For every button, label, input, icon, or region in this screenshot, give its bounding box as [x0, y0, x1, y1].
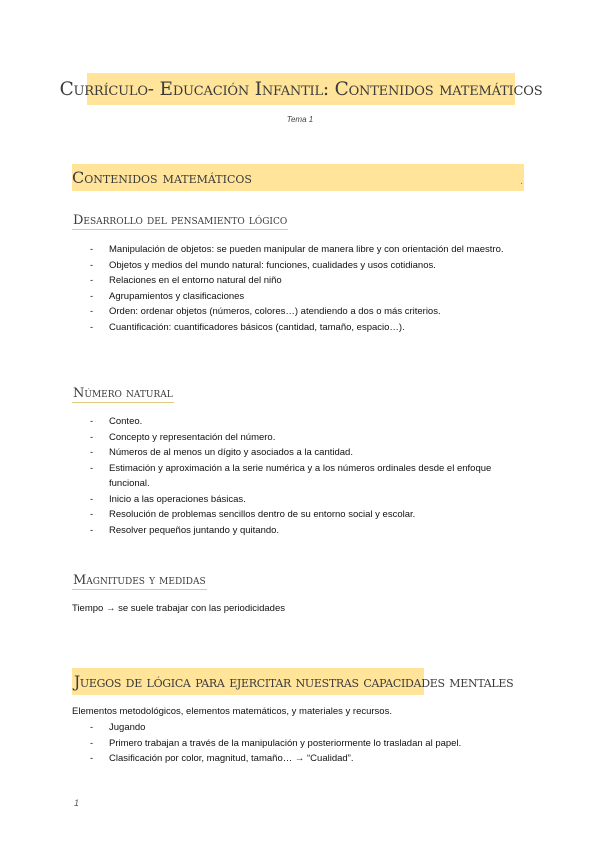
section-heading-contents [72, 164, 524, 191]
subheading-magnitudes: Magnitudes y medidas [73, 573, 206, 588]
list-item: - Resolver pequeños juntando y quitando. [90, 523, 530, 539]
list-item: - Agrupamientos y clasificaciones [90, 289, 530, 305]
list-natural-number [90, 414, 530, 538]
list-item: - Resolución de problemas sencillos dentro de su entorno social y escolar. [90, 507, 530, 523]
list-item: - Números de al menos un dígito y asociados a la cantidad. [90, 445, 530, 461]
section-heading-contents-text: Contenidos matemáticos [72, 168, 252, 187]
section-heading-logic-games-text: Juegos de lógica para ejercitar nuestras capacidades mentales [74, 672, 514, 691]
document-title-text: Currículo- Educación Infantil: Contenidos matemáticos [59, 78, 543, 100]
list-logical-thinking [90, 242, 530, 335]
list-item: - Concepto y representación del número. [90, 430, 530, 446]
document-subtitle: Tema 1 [286, 115, 314, 124]
section-heading-trailing-mark: . [520, 177, 523, 187]
list-item: - Primero trabajan a través de la manipulación y posteriormente lo trasladan al papel. [90, 736, 530, 752]
list-logic-games [90, 720, 530, 767]
subheading-natural-number: Número natural [73, 386, 173, 401]
document-title [59, 73, 543, 105]
logic-games-intro: Elementos metodológicos, elementos matemáticos, y materiales y recursos. [72, 706, 392, 717]
list-item: - Conteo. [90, 414, 530, 430]
list-item: - Inicio a las operaciones básicas. [90, 492, 530, 508]
section-heading-logic-games [72, 668, 514, 695]
list-item: - Jugando [90, 720, 530, 736]
list-item: - Cuantificación: cuantificadores básicos (cantidad, tamaño, espacio…). [90, 320, 530, 336]
list-item: - Orden: ordenar objetos (números, colores…) atendiendo a dos o más criterios. [90, 304, 530, 320]
magnitudes-text: Tiempo → se suele trabajar con las periodicidades [72, 603, 285, 614]
subheading-logical-thinking: Desarrollo del pensamiento lógico [73, 213, 288, 228]
list-item: - Manipulación de objetos: se pueden manipular de manera libre y con orientación del maestro. [90, 242, 530, 258]
list-item: - Relaciones en el entorno natural del niño [90, 273, 530, 289]
list-item: - Objetos y medios del mundo natural: funciones, cualidades y usos cotidianos. [90, 258, 530, 274]
list-item: - Clasificación por color, magnitud, tamaño… → “Cualidad”. [90, 751, 530, 767]
list-item: - Estimación y aproximación a la serie numérica y a los números ordinales desde el enfoque funcional. [90, 461, 530, 492]
page-number: 1 [74, 798, 80, 808]
